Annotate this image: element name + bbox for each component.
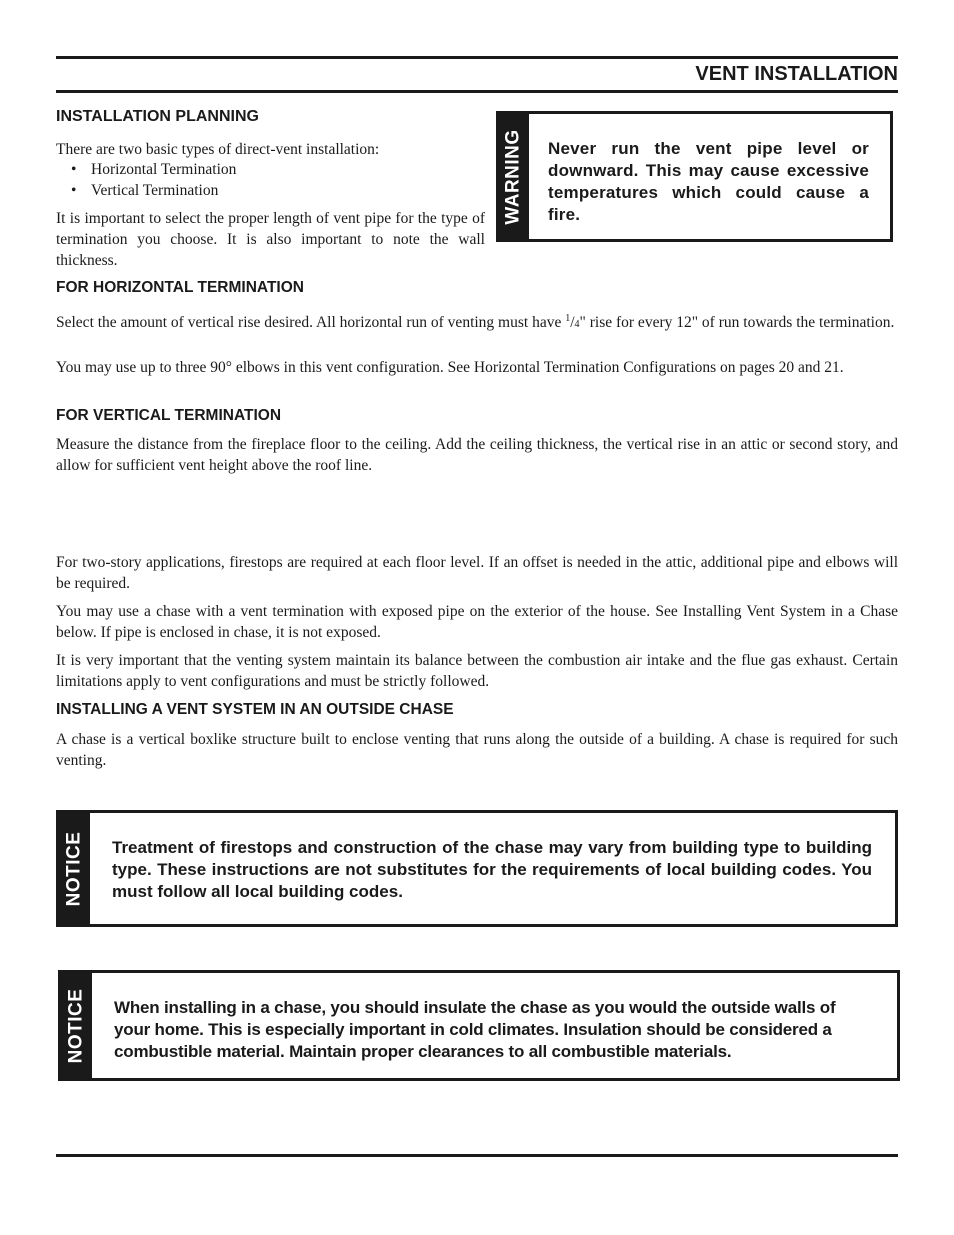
vertical-heading: FOR VERTICAL TERMINATION [56,407,282,424]
fraction-denominator: 4 [574,319,580,331]
horizontal-p1-text-end: " rise for every 12" of run towards the termination. [579,314,895,332]
horizontal-paragraph-1: Select the amount of vertical rise desired. All horizontal run of venting must have $^1$/4" rise for every 12" of run towards the termination. [56,313,895,332]
planning-intro: There are two basic types of direct-vent installation: [56,141,380,158]
list-item: • Horizontal Termination [56,159,236,180]
warning-label: WARNING [503,128,525,225]
vertical-paragraph-1: Measure the distance from the fireplace floor to the ceiling. Add the ceiling thickness, the vertical rise in an attic or second story, and allow for sufficient vent height above the roof line. [56,436,898,474]
notice-tab-1 [59,813,90,924]
vertical-paragraph-2: For two-story applications, firestops are required at each floor level. If an offset is needed in the attic, additional pipe and elbows will be required. [56,554,898,592]
termination-type-list [56,159,236,201]
horizontal-heading: FOR HORIZONTAL TERMINATION [56,279,304,296]
top-rule [56,56,898,59]
chase-heading: INSTALLING A VENT SYSTEM IN AN OUTSIDE CHASE [56,701,454,718]
warning-tab [499,114,529,239]
header-rule [56,90,898,93]
horizontal-p1-text: Select the amount of vertical rise desired. All horizontal run of venting must have [56,314,566,332]
horizontal-paragraph-2: You may use up to three 90° elbows in this vent configuration. See Horizontal Termination Configurations on pages 20 and 21. [56,359,844,376]
chase-paragraph: A chase is a vertical boxlike structure built to enclose venting that runs along the outside of a building. A chase is required for such venting. [56,731,898,769]
notice-box-1 [56,810,898,927]
list-item: • Vertical Termination [56,180,236,201]
planning-paragraph: It is important to select the proper length of vent pipe for the type of termination you choose. It is also important to note the wall thickness. [56,210,485,269]
vertical-paragraph-4: It is very important that the venting system maintain its balance between the combustion air intake and the flue gas exhaust. Certain limitations apply to vent configurations and must be strictly followed. [56,652,898,690]
notice-box-2 [58,970,900,1081]
section-title: VENT INSTALLATION [695,63,898,85]
notice-text-2: When installing in a chase, you should insulate the chase as you would the outside walls of your home. This is especially important in cold climates. Insulation should be considered a combustible material. Maintain proper clearances to all combustible materials. [114,998,836,1061]
bottom-rule [56,1154,898,1157]
notice-label-1: NOTICE [63,831,85,906]
notice-text-1: Treatment of firestops and construction of the chase may vary from building type to building type. These instructions are not substitutes for the requirements of local building codes. You must follow all local building codes. [112,838,872,901]
warning-box [496,111,893,242]
notice-tab-2 [61,973,92,1078]
vertical-paragraph-3: You may use a chase with a vent termination with exposed pipe on the exterior of the house. See Installing Vent System in a Chase below. If pipe is enclosed in chase, it is not exposed. [56,603,898,641]
warning-text: Never run the vent pipe level or downward. This may cause excessive temperatures which could cause a fire. [548,139,869,224]
fraction-numerator: 1 [565,313,571,324]
notice-label-2: NOTICE [65,988,87,1063]
planning-heading: INSTALLATION PLANNING [56,108,259,125]
